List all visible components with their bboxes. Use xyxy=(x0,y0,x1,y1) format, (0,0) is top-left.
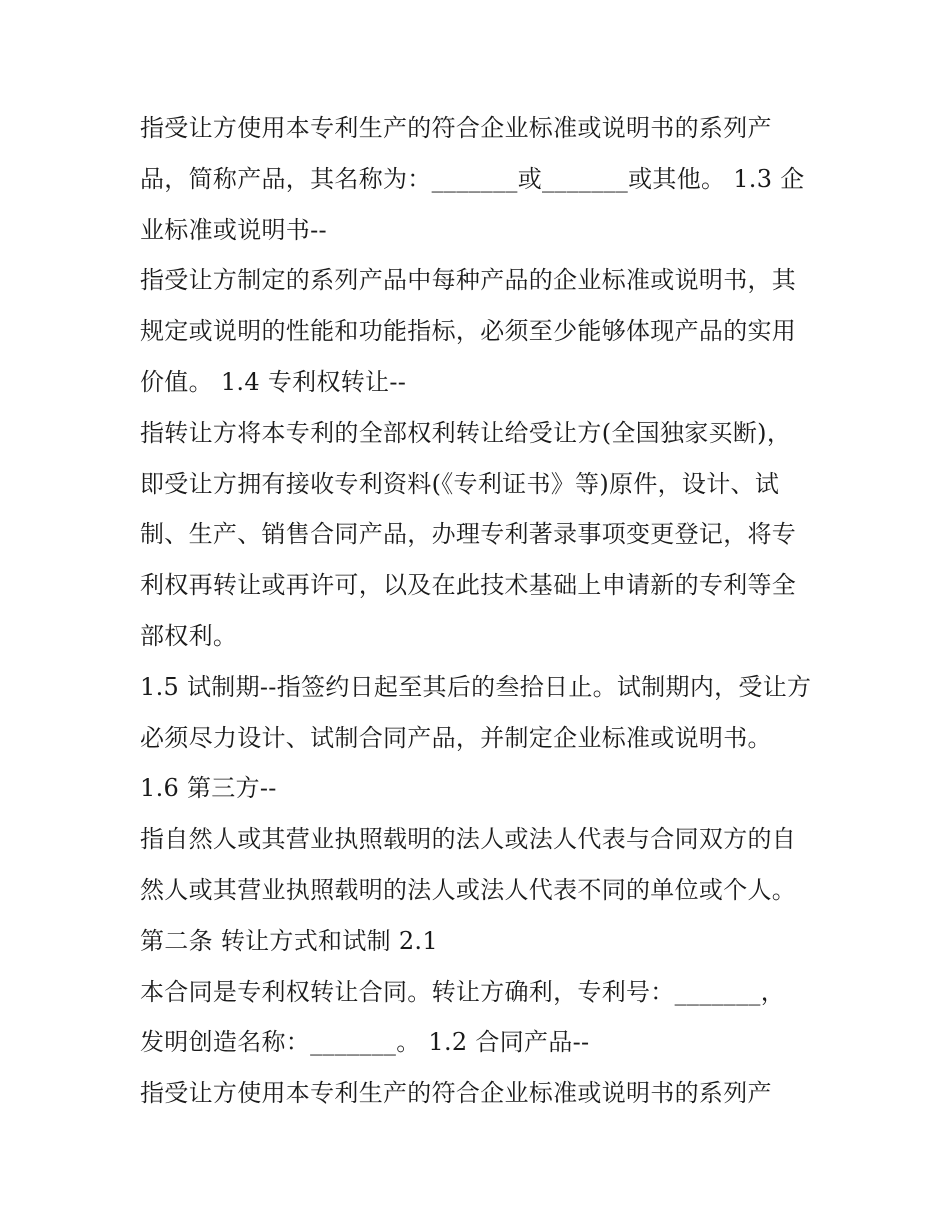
text-line: 即受让方拥有接收专利资料(《专利证书》等)原件，设计、试 xyxy=(140,469,780,498)
text-line: 第二条 转让方式和试制 2.1 xyxy=(140,926,438,955)
text-line: 品，简称产品，其名称为：_______或_______或其他。 1.3 企 xyxy=(140,164,805,193)
text-line: 部权利。 xyxy=(140,621,238,650)
text-line: 发明创造名称：_______。 1.2 合同产品-- xyxy=(140,1028,590,1057)
text-line: 1.5 试制期--指签约日起至其后的叁拾日止。试制期内，受让方 xyxy=(140,672,812,701)
contract-text-body xyxy=(140,103,820,1119)
text-line: 指受让方制定的系列产品中每种产品的企业标准或说明书，其 xyxy=(140,266,797,295)
text-line: 指受让方使用本专利生产的符合企业标准或说明书的系列产 xyxy=(140,114,772,142)
text-line: 指自然人或其营业执照载明的法人或法人代表与合同双方的自 xyxy=(140,825,797,854)
text-line: 必须尽力设计、试制合同产品，并制定企业标准或说明书。 xyxy=(140,723,772,752)
text-line: 利权再转让或再许可，以及在此技术基础上申请新的专利等全 xyxy=(140,571,797,600)
text-line: 价值。 1.4 专利权转让-- xyxy=(140,367,407,396)
text-line: 指转让方将本专利的全部权利转让给受让方(全国独家买断)， xyxy=(140,418,792,447)
text-line: 1.6 第三方-- xyxy=(140,774,277,803)
text-line: 然人或其营业执照载明的法人或法人代表不同的单位或个人。 xyxy=(140,875,797,904)
text-line: 本合同是专利权转让合同。转让方确利，专利号：_______， xyxy=(140,977,785,1006)
text-line: 指受让方使用本专利生产的符合企业标准或说明书的系列产 xyxy=(140,1079,772,1108)
text-line: 制、生产、销售合同产品，办理专利著录事项变更登记，将专 xyxy=(140,520,797,549)
text-line: 业标准或说明书-- xyxy=(140,215,327,244)
text-line: 规定或说明的性能和功能指标，必须至少能够体现产品的实用 xyxy=(140,317,797,346)
